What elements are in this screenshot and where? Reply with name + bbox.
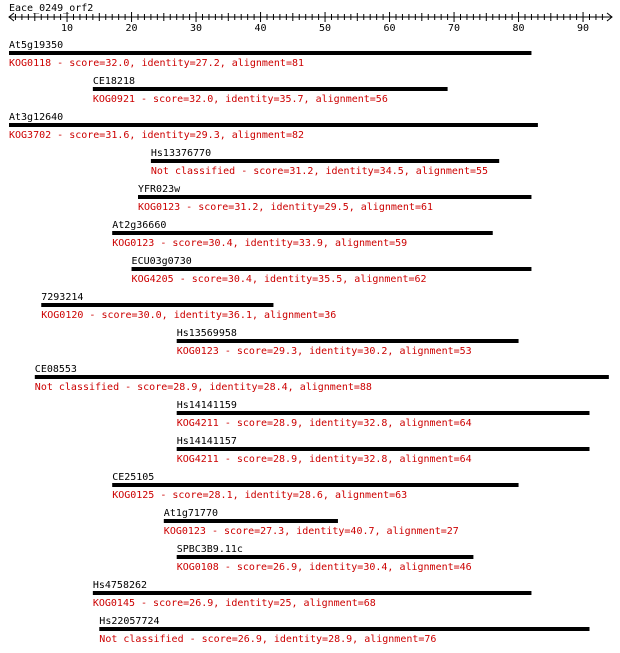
hit-alignment-bar — [138, 195, 531, 199]
hit-alignment-bar — [151, 159, 499, 163]
hit-info: KOG4211 - score=28.9, identity=32.8, alignment=64 — [176, 454, 472, 465]
hit-name: YFR023w — [138, 184, 181, 195]
axis-tick-label: 90 — [577, 23, 590, 34]
axis-tick-label: 50 — [319, 23, 332, 34]
sequence-axis — [9, 12, 612, 34]
hit-name: Hs22057724 — [99, 616, 160, 627]
hit-name: At5g19350 — [9, 40, 64, 51]
hit-name: Hs14141157 — [176, 436, 237, 447]
hit-alignment-bar — [93, 591, 532, 595]
hit-alignment-bar — [177, 447, 590, 451]
hit-name: CE25105 — [112, 472, 155, 483]
hit-info: KOG3702 - score=31.6, identity=29.3, alignment=82 — [9, 130, 305, 141]
hit-alignment-bar — [112, 231, 493, 235]
axis-tick-label: 10 — [61, 23, 74, 34]
hit-info: KOG0921 - score=32.0, identity=35.7, alignment=56 — [92, 94, 388, 105]
hit-name: SPBC3B9.11c — [176, 544, 243, 555]
hit-row — [177, 544, 474, 573]
hit-info: KOG0123 - score=29.3, identity=30.2, alignment=53 — [176, 346, 472, 357]
hit-alignment-bar — [177, 411, 590, 415]
hit-row — [151, 148, 499, 177]
hit-info: Not classified - score=26.9, identity=28.9, alignment=76 — [99, 634, 437, 645]
hit-info: Not classified - score=28.9, identity=28.4, alignment=88 — [34, 382, 372, 393]
hit-name: Hs13376770 — [150, 148, 212, 159]
hit-alignment-bar — [35, 375, 609, 379]
hit-row — [93, 76, 448, 105]
hit-info: KOG0118 - score=32.0, identity=27.2, alignment=81 — [9, 58, 305, 69]
hit-info: KOG0123 - score=30.4, identity=33.9, alignment=59 — [112, 238, 408, 249]
hit-alignment-bar — [112, 483, 518, 487]
hit-row — [177, 328, 519, 357]
hit-list — [9, 40, 609, 645]
axis-tick-label: 20 — [125, 23, 138, 34]
hit-alignment-bar — [41, 303, 273, 307]
hit-row — [138, 184, 531, 213]
hit-name: 7293214 — [41, 292, 84, 303]
hit-info: KOG0120 - score=30.0, identity=36.1, alignment=36 — [41, 310, 337, 321]
hit-alignment-bar — [177, 339, 519, 343]
hit-info: Not classified - score=31.2, identity=34.5, alignment=55 — [150, 166, 489, 177]
hit-alignment-bar — [9, 51, 531, 55]
hit-row — [93, 580, 532, 609]
hit-name: Hs4758262 — [92, 580, 148, 591]
hit-name: Hs13569958 — [176, 328, 237, 339]
hit-alignment-bar — [177, 555, 474, 559]
hit-info: KOG0108 - score=26.9, identity=30.4, alignment=46 — [176, 562, 472, 573]
hit-info: KOG0125 - score=28.1, identity=28.6, alignment=63 — [112, 490, 408, 501]
axis-tick-label: 40 — [254, 23, 267, 34]
hit-row — [112, 472, 518, 501]
hit-name: CE18218 — [92, 76, 136, 87]
axis-tick-label: 60 — [383, 23, 396, 34]
hit-name: At1g71770 — [163, 508, 218, 519]
hit-alignment-bar — [9, 123, 538, 127]
query-name: Eace_0249_orf2 — [9, 3, 94, 14]
hit-row — [41, 292, 336, 321]
hit-info: KOG0145 - score=26.9, identity=25, alignment=68 — [92, 598, 376, 609]
hit-alignment-bar — [99, 627, 589, 631]
hit-name: ECU03g0730 — [131, 256, 192, 267]
hit-row — [132, 256, 532, 285]
hit-row — [9, 40, 531, 69]
hit-row — [177, 400, 590, 429]
hit-row — [99, 616, 589, 645]
hit-info: KOG0123 - score=27.3, identity=40.7, alignment=27 — [163, 526, 459, 537]
hit-row — [112, 220, 493, 249]
axis-tick-label: 30 — [190, 23, 203, 34]
hit-name: At3g12640 — [9, 112, 64, 123]
axis-tick-label: 70 — [448, 23, 461, 34]
hit-row — [9, 112, 538, 141]
axis-tick-label: 80 — [512, 23, 525, 34]
hit-row — [35, 364, 609, 393]
hit-alignment-bar — [132, 267, 532, 271]
hit-row — [177, 436, 590, 465]
hit-alignment-bar — [93, 87, 448, 91]
hit-info: KOG4205 - score=30.4, identity=35.5, alignment=62 — [131, 274, 427, 285]
hit-name: CE08553 — [34, 364, 77, 375]
hit-alignment-bar — [164, 519, 338, 523]
hit-info: KOG4211 - score=28.9, identity=32.8, alignment=64 — [176, 418, 472, 429]
hit-name: At2g36660 — [112, 220, 167, 231]
hit-name: Hs14141159 — [176, 400, 237, 411]
hit-info: KOG0123 - score=31.2, identity=29.5, alignment=61 — [138, 202, 434, 213]
hit-row — [164, 508, 459, 537]
